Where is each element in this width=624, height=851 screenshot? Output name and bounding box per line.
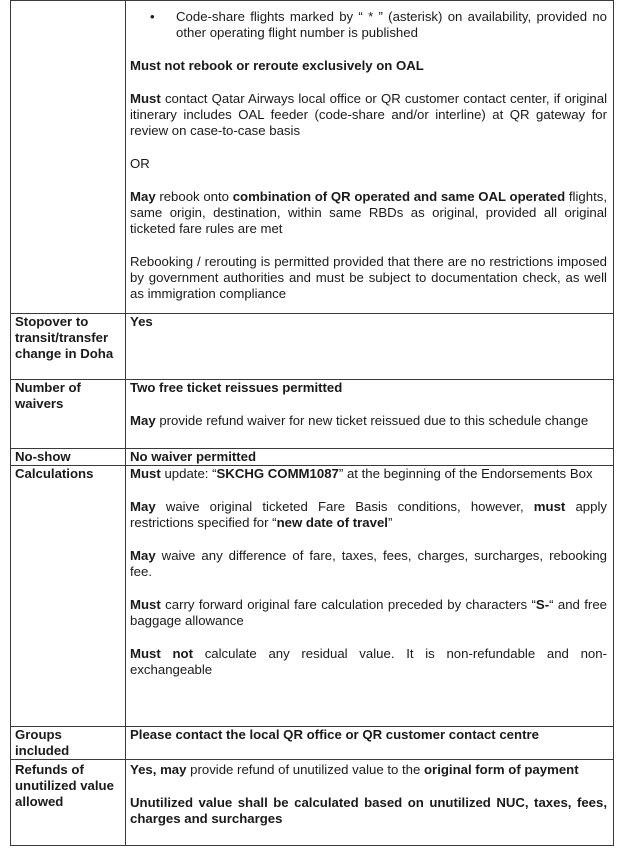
residual-paragraph (130, 646, 607, 678)
row-label: Groups included (11, 727, 126, 760)
row-label: No-show (11, 449, 126, 466)
table-row (11, 380, 614, 449)
must-keyword: must (533, 499, 566, 514)
carry-rest-text: “ and free baggage allowance (130, 597, 607, 628)
fare-text: waive original ticketed Fare Basis conditions, however, (155, 499, 534, 514)
list-item (130, 1, 607, 41)
row-content (126, 380, 614, 449)
no-oal-rule: Must not rebook or reroute exclusively on OAL (130, 58, 424, 73)
refund-waiver-text: provide refund waiver for new ticket reissued due to this schedule change (155, 413, 589, 428)
waivers-value: Two free ticket reissues permitted (130, 380, 343, 395)
rebook-rest-text: flights, same origin, destination, within same RBDs as original, provided all original ticketed fare rules are met (130, 189, 607, 236)
difference-text: waive any difference of fare, taxes, fees, charges, surcharges, rebooking fee. (130, 548, 607, 579)
table-row (11, 314, 614, 380)
fare-text-2: apply restrictions specified for “ (130, 499, 607, 530)
restrictions-paragraph: Rebooking / rerouting is permitted provided that there are no restrictions imposed by government authorities and must be subject to documentation check, as well as immigration compliance (130, 254, 607, 301)
may-keyword: May (130, 413, 156, 428)
rebook-paragraph (130, 189, 607, 237)
fare-end-quote: ” (387, 515, 393, 530)
row-label-empty (11, 1, 126, 314)
must-not-keyword: Must not (130, 646, 193, 661)
combination-text: combination of QR operated and same OAL operated (232, 189, 566, 204)
table-row (11, 1, 614, 314)
fare-basis-paragraph (130, 499, 607, 531)
refund-text: provide refund of unutilized value to the (186, 762, 424, 777)
may-keyword: May (130, 499, 156, 514)
difference-paragraph (130, 548, 607, 580)
endorsement-code: SKCHG COMM1087 (216, 466, 339, 481)
stopover-value: Yes (126, 314, 614, 380)
row-content (126, 1, 614, 314)
table-row (11, 449, 614, 466)
update-text: update: “ (160, 466, 217, 481)
waiver-policy-table (10, 0, 614, 846)
row-label: Refunds of unutilized value allowed (11, 760, 126, 846)
must-keyword: Must (130, 466, 161, 481)
refund-waiver-paragraph (130, 413, 607, 429)
noshow-value: No waiver permitted (126, 449, 614, 466)
may-keyword: May (130, 189, 156, 204)
may-keyword: May (130, 548, 156, 563)
carry-forward-paragraph (130, 597, 607, 629)
s-code: S- (535, 597, 550, 612)
must-keyword: Must (130, 91, 161, 106)
rebook-onto-text: rebook onto (155, 189, 233, 204)
contact-text: contact Qatar Airways local office or QR customer contact center, if original itinerary includes OAL feeder (code-share and/or interline) at QR gateway for review on case-to-case basis (130, 91, 607, 138)
table-row (11, 466, 614, 727)
codeshare-bullet-text: Code-share flights marked by “ * ” (asterisk) on availability, provided no other operating flight number is published (176, 9, 607, 40)
table-row (11, 727, 614, 760)
carry-text: carry forward original fare calculation preceded by characters “ (160, 597, 536, 612)
contact-paragraph (130, 91, 607, 139)
groups-value: Please contact the local QR office or QR customer contact centre (126, 727, 614, 760)
original-payment-text: original form of payment (424, 762, 579, 777)
row-content (126, 760, 614, 846)
must-keyword: Must (130, 597, 161, 612)
endorsement-paragraph (130, 466, 607, 482)
yes-may-keyword: Yes, may (130, 762, 187, 777)
bullet-icon: • (150, 9, 155, 24)
update-rest-text: ” at the beginning of the Endorsements Box (338, 466, 593, 481)
residual-text: calculate any residual value. It is non-refundable and non-exchangeable (130, 646, 607, 677)
row-label: Calculations (11, 466, 126, 727)
refund-paragraph (130, 762, 607, 778)
row-label: Stopover to transit/transfer change in Doha (11, 314, 126, 380)
unutilized-value-paragraph: Unutilized value shall be calculated based on unutilized NUC, taxes, fees, charges and surcharges (130, 795, 607, 826)
row-label: Number of waivers (11, 380, 126, 449)
new-date-text: new date of travel (276, 515, 388, 530)
row-content (126, 466, 614, 727)
table-row (11, 760, 614, 846)
or-text: OR (130, 156, 150, 171)
